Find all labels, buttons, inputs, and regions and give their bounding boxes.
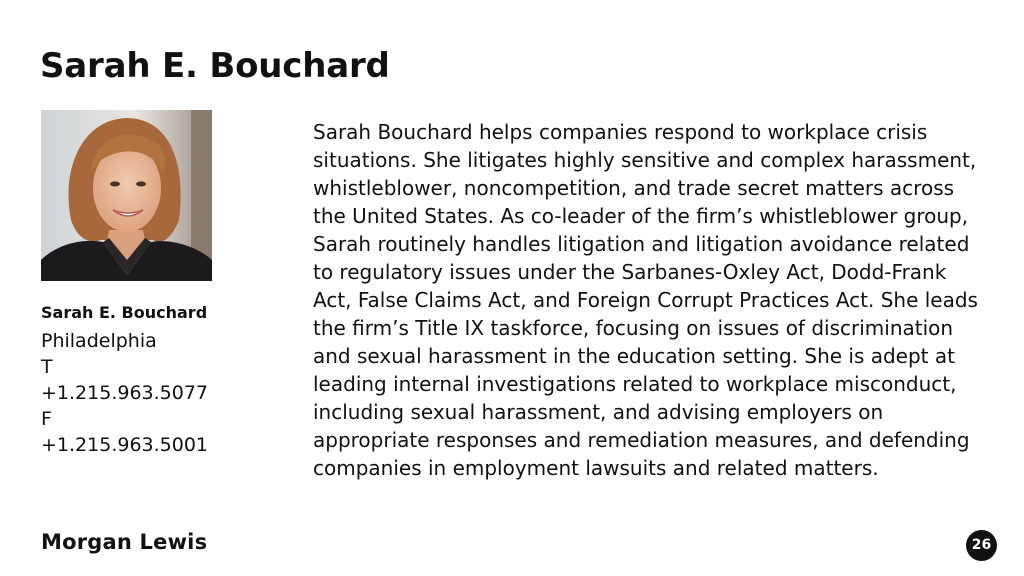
fax-number: +1.215.963.5001 xyxy=(41,434,209,456)
fax-label: F xyxy=(41,408,52,430)
profile-photo xyxy=(41,110,212,281)
phone-number: +1.215.963.5077 xyxy=(41,382,209,404)
phone-label: T xyxy=(41,356,53,378)
contact-name: Sarah E. Bouchard xyxy=(41,303,208,322)
page-number-badge: 26 xyxy=(966,530,997,561)
morgan-lewis-logo: Morgan Lewis xyxy=(41,530,208,554)
contact-details xyxy=(41,302,271,458)
contact-city: Philadelphia xyxy=(41,330,157,352)
page-title: Sarah E. Bouchard xyxy=(40,46,390,86)
bio-paragraph: Sarah Bouchard helps companies respond to workplace crisis situations. She litigates highly sensitive and complex harassment, whistleblower, noncompetition, and trade secret matters across the United States. As co-leader of the firm’s whistleblower group, Sarah routinely handles litigation and litigation avoidance related to regulatory issues under the Sarbanes-Oxley Act, Dodd-Frank Act, False Claims Act, and Foreign Corrupt Practices Act. She leads the firm’s Title IX taskforce, focusing on issues of discrimination and sexual harassment in the education setting. She is adept at leading internal investigations related to workplace misconduct, including sexual harassment, and advising employers on appropriate responses and remediation measures, and defending companies in employment lawsuits and related matters. xyxy=(313,120,978,480)
